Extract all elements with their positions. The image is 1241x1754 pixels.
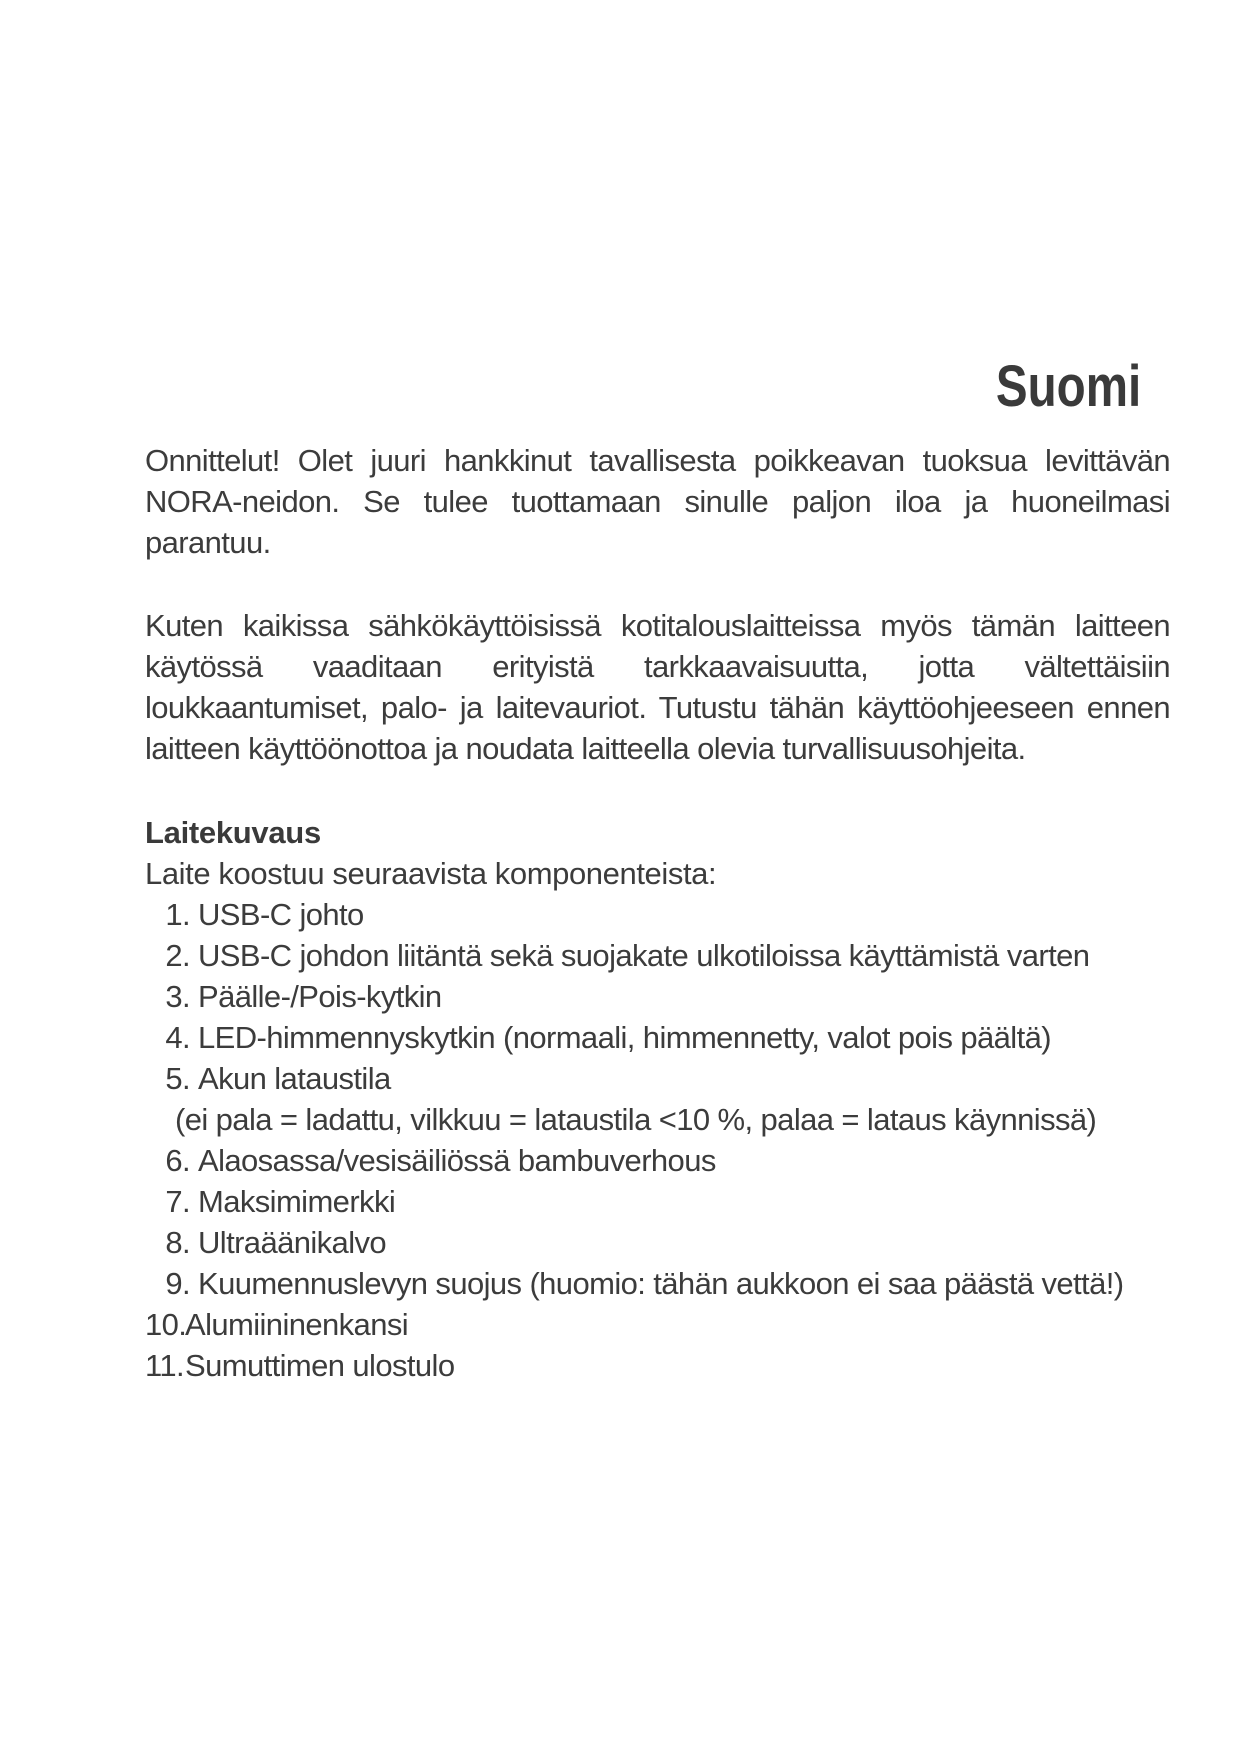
intro-paragraph: Onnittelut! Olet juuri hankkinut tavallisesta poikkeavan tuoksua levittävän NORA-neidon. Se tulee tuottamaan sinulle paljon iloa ja huoneilmasi parantuu. [145, 443, 1170, 560]
list-item [145, 1263, 1170, 1304]
list-item-text: USB-C johdon liitäntä sekä suojakate ulkotiloissa käyttämistä varten [198, 938, 1090, 973]
list-item [145, 1345, 1170, 1386]
list-item-text: Akun lataustila [198, 1061, 391, 1096]
list-item [145, 935, 1170, 976]
list-item [145, 1222, 1170, 1263]
list-item [145, 1017, 1170, 1058]
list-item-number: 8. [165, 1225, 190, 1260]
list-item-text: Päälle-/Pois-kytkin [198, 979, 442, 1014]
page-title: Suomi [995, 354, 1141, 419]
list-item [145, 1304, 1170, 1345]
list-item-number: 2. [165, 938, 190, 973]
list-item-number: 9. [165, 1266, 190, 1301]
list-item-text: Alumiininenkansi [185, 1307, 409, 1342]
list-item-text: Alaosassa/vesisäiliössä bambuverhous [198, 1143, 716, 1178]
list-item-number: 7. [165, 1184, 190, 1219]
list-item [145, 1140, 1170, 1181]
list-item-text: USB-C johto [198, 897, 364, 932]
list-item-number: 6. [165, 1143, 190, 1178]
list-item-note: (ei pala = ladattu, vilkkuu = lataustila <10 %, palaa = lataus käynnissä) [175, 1102, 1097, 1137]
list-item-number: 1. [165, 897, 190, 932]
list-item [145, 894, 1170, 935]
list-item-number: 11. [145, 1348, 184, 1383]
section-intro: Laite koostuu seuraavista komponenteista: [145, 856, 717, 891]
list-item [145, 976, 1170, 1017]
list-item-text: Sumuttimen ulostulo [185, 1348, 455, 1383]
list-item-text: LED-himmennyskytkin (normaali, himmennetty, valot pois päältä) [198, 1020, 1051, 1055]
component-list [145, 894, 1170, 1386]
list-item-text: Maksimimerkki [198, 1184, 396, 1219]
list-item-text: Kuumennuslevyn suojus (huomio: tähän aukkoon ei saa päästä vettä!) [198, 1266, 1124, 1301]
list-item-number: 3. [165, 979, 190, 1014]
safety-paragraph: Kuten kaikissa sähkökäyttöisissä kotitalouslaitteissa myös tämän laitteen käytössä vaaditaan erityistä tarkkaavaisuutta, jotta vältettäisiin loukkaantumiset, palo- ja laitevauriot. Tutustu tähän käyttöohjeeseen ennen laitteen käyttöönottoa ja noudata laitteella olevia turvallisuusohjeita. [145, 608, 1170, 766]
list-item [145, 1058, 1170, 1140]
list-item-number: 4. [165, 1020, 190, 1055]
list-item [145, 1181, 1170, 1222]
list-item-number: 10. [145, 1307, 187, 1342]
section-heading: Laitekuvaus [145, 815, 321, 850]
list-item-text: Ultraäänikalvo [198, 1225, 387, 1260]
list-item-number: 5. [165, 1061, 190, 1096]
document-body [145, 440, 1170, 1386]
